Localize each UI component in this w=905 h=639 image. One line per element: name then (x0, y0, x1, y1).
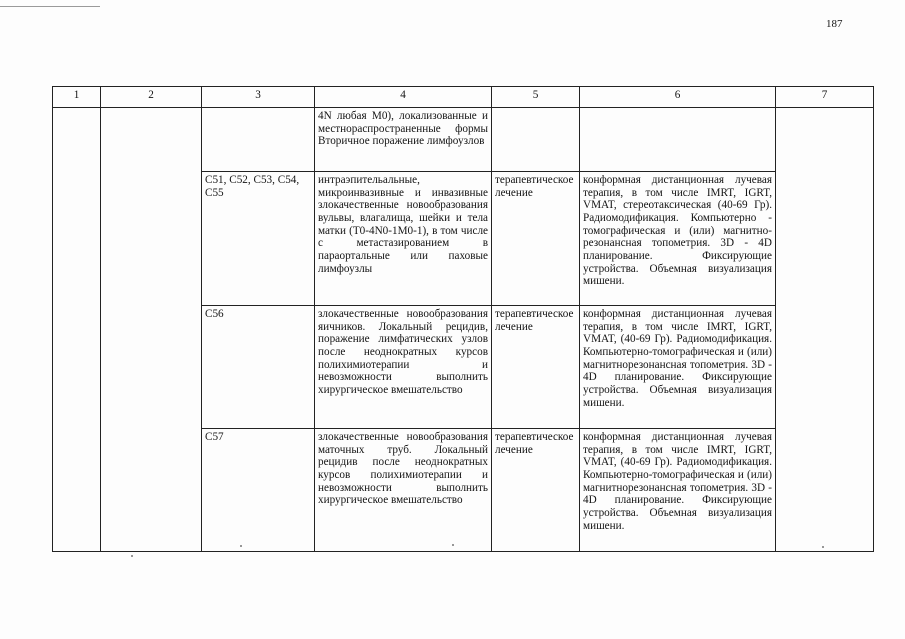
disease-description: злокачественные новообразования яичников. Локальный рецидив, поражение лимфатических узлов после неоднократных курсов полихимиотерапии и невозможности выполнить хирургическое вмешательство (315, 306, 492, 429)
scan-speck (452, 544, 454, 546)
continuation-treatment-cell (492, 108, 580, 172)
continuation-row (53, 108, 874, 172)
header-col-4: 4 (315, 87, 492, 108)
col2-merged-cell (101, 108, 202, 552)
scan-speck (822, 546, 824, 548)
header-col-2: 2 (101, 87, 202, 108)
header-col-3: 3 (202, 87, 315, 108)
continuation-description: 4N любая M0), локализованные и местнораспространенные формы Вторичное поражение лимфоузлов (315, 108, 492, 172)
header-row (53, 87, 874, 108)
treatment-type: терапевтическое лечение (492, 429, 580, 552)
continuation-method-cell (580, 108, 776, 172)
treatment-type: терапевтическое лечение (492, 306, 580, 429)
treatment-table (52, 86, 874, 552)
diagnosis-code: C57 (202, 429, 315, 552)
continuation-code-cell (202, 108, 315, 172)
treatment-method: конформная дистанционная лучевая терапия, в том числе IMRT, IGRT, VMAT, (40-69 Гр). Радиомодификация. Компьютерно-томографическая и (или) магнитнорезонансная топометрия. 3D - 4D планирование. Фиксирующие устройства. Объемная визуализация мишени. (580, 429, 776, 552)
treatment-method: конформная дистанционная лучевая терапия, в том числе IMRT, IGRT, VMAT, стереотаксическая (40-69 Гр). Радиомодификация. Компьютерно - томографическая и (или) магнитно-резонансная топометрия. 3D - 4D планирование. Фиксирующие устройства. Объемная визуализация мишени. (580, 172, 776, 306)
page-number: 187 (826, 18, 843, 30)
treatment-type: терапевтическое лечение (492, 172, 580, 306)
header-col-1: 1 (53, 87, 101, 108)
disease-description: интраэпительальные, микроинвазивные и инвазивные злокачественные новообразования вульвы, влагалища, шейки и тела матки (T0-4N0-1M0-1), в том числе с метастазированием в параортальные или паховые лимфоузлы (315, 172, 492, 306)
diagnosis-code: C51, C52, C53, C54, C55 (202, 172, 315, 306)
header-col-6: 6 (580, 87, 776, 108)
diagnosis-code: C56 (202, 306, 315, 429)
scan-speck (240, 545, 242, 547)
disease-description: злокачественные новообразования маточных труб. Локальный рецидив после неоднократных курсов полихимиотерапии и невозможности выполнить хирургическое вмешательство (315, 429, 492, 552)
scan-edge-line (0, 6, 100, 7)
col7-merged-cell (776, 108, 874, 552)
treatment-method: конформная дистанционная лучевая терапия, в том числе IMRT, IGRT, VMAT, (40-69 Гр). Радиомодификация. Компьютерно-томографическая и (или) магнитнорезонансная топометрия. 3D - 4D планирование. Фиксирующие устройства. Объемная визуализация мишени. (580, 306, 776, 429)
scan-speck (131, 555, 133, 557)
header-col-5: 5 (492, 87, 580, 108)
header-col-7: 7 (776, 87, 874, 108)
col1-merged-cell (53, 108, 101, 552)
